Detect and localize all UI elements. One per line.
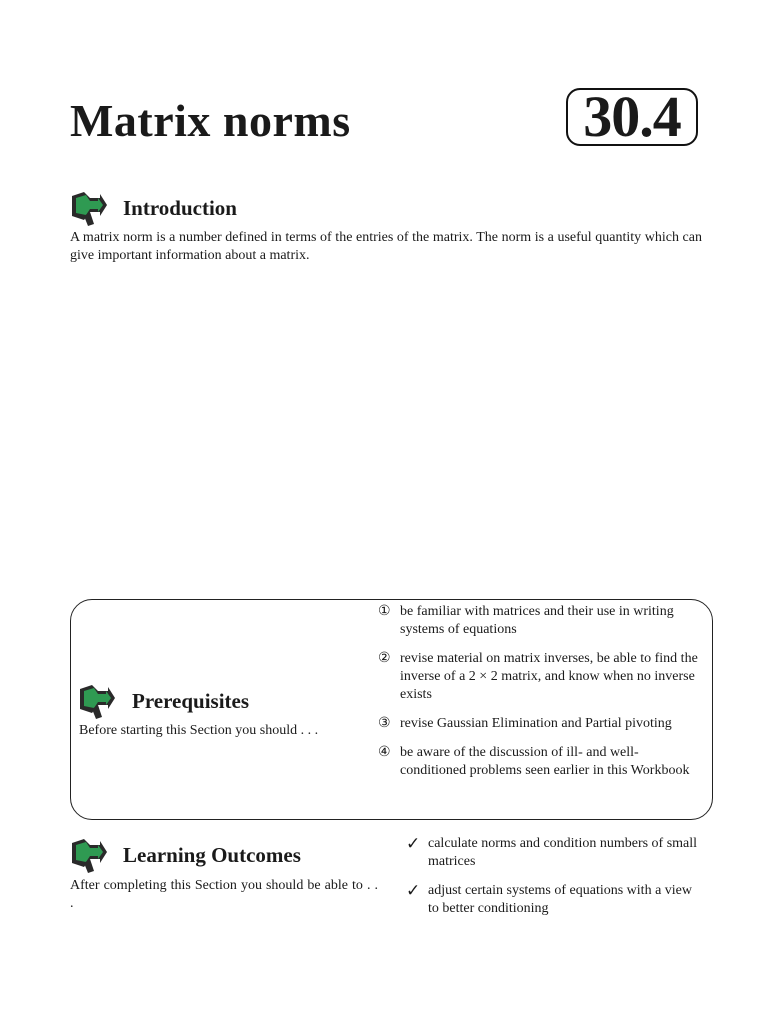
checkmark-icon: ✓: [406, 834, 421, 853]
prerequisites-heading: Prerequisites: [132, 689, 250, 713]
list-item-text: be familiar with matrices and their use in writing systems of equations: [400, 604, 674, 637]
learning-outcomes-subtitle: After completing this Section you should be able to . . .: [70, 878, 378, 911]
list-item: [378, 650, 698, 704]
list-marker: ①: [378, 604, 391, 619]
prerequisites-list: [378, 603, 698, 791]
list-item: [406, 882, 706, 918]
list-item: [378, 744, 698, 780]
page-title: Matrix norms: [70, 95, 351, 146]
list-item-text: be aware of the discussion of ill- and well-conditioned problems seen earlier in this Workbook: [400, 745, 690, 778]
section-number-badge: 30.4: [566, 88, 698, 146]
introduction-text: A matrix norm is a number defined in terms of the entries of the matrix. The norm is a useful quantity which can give important information about a matrix.: [70, 230, 702, 263]
list-item-text: calculate norms and condition numbers of small matrices: [428, 836, 698, 869]
list-marker: ②: [378, 651, 391, 666]
arrow-icon: [76, 681, 116, 719]
prerequisites-subtitle: Before starting this Section you should . . .: [79, 723, 319, 738]
list-item-text: adjust certain systems of equations with a view to better conditioning: [428, 883, 692, 916]
arrow-icon: [68, 835, 108, 873]
list-marker: ④: [378, 745, 391, 760]
list-marker: ③: [378, 716, 391, 731]
learning-outcomes-heading: Learning Outcomes: [123, 843, 301, 867]
arrow-icon: [68, 188, 108, 226]
list-item: [378, 603, 698, 639]
list-item-text: revise material on matrix inverses, be able to find the inverse of a 2 × 2 matrix, and know when no inverse exists: [400, 651, 698, 702]
introduction-heading: Introduction: [123, 196, 237, 220]
list-item: [406, 835, 706, 871]
list-item-text: revise Gaussian Elimination and Partial pivoting: [400, 716, 672, 731]
learning-outcomes-list: [406, 835, 706, 929]
list-item: [378, 715, 698, 733]
checkmark-icon: ✓: [406, 881, 421, 900]
